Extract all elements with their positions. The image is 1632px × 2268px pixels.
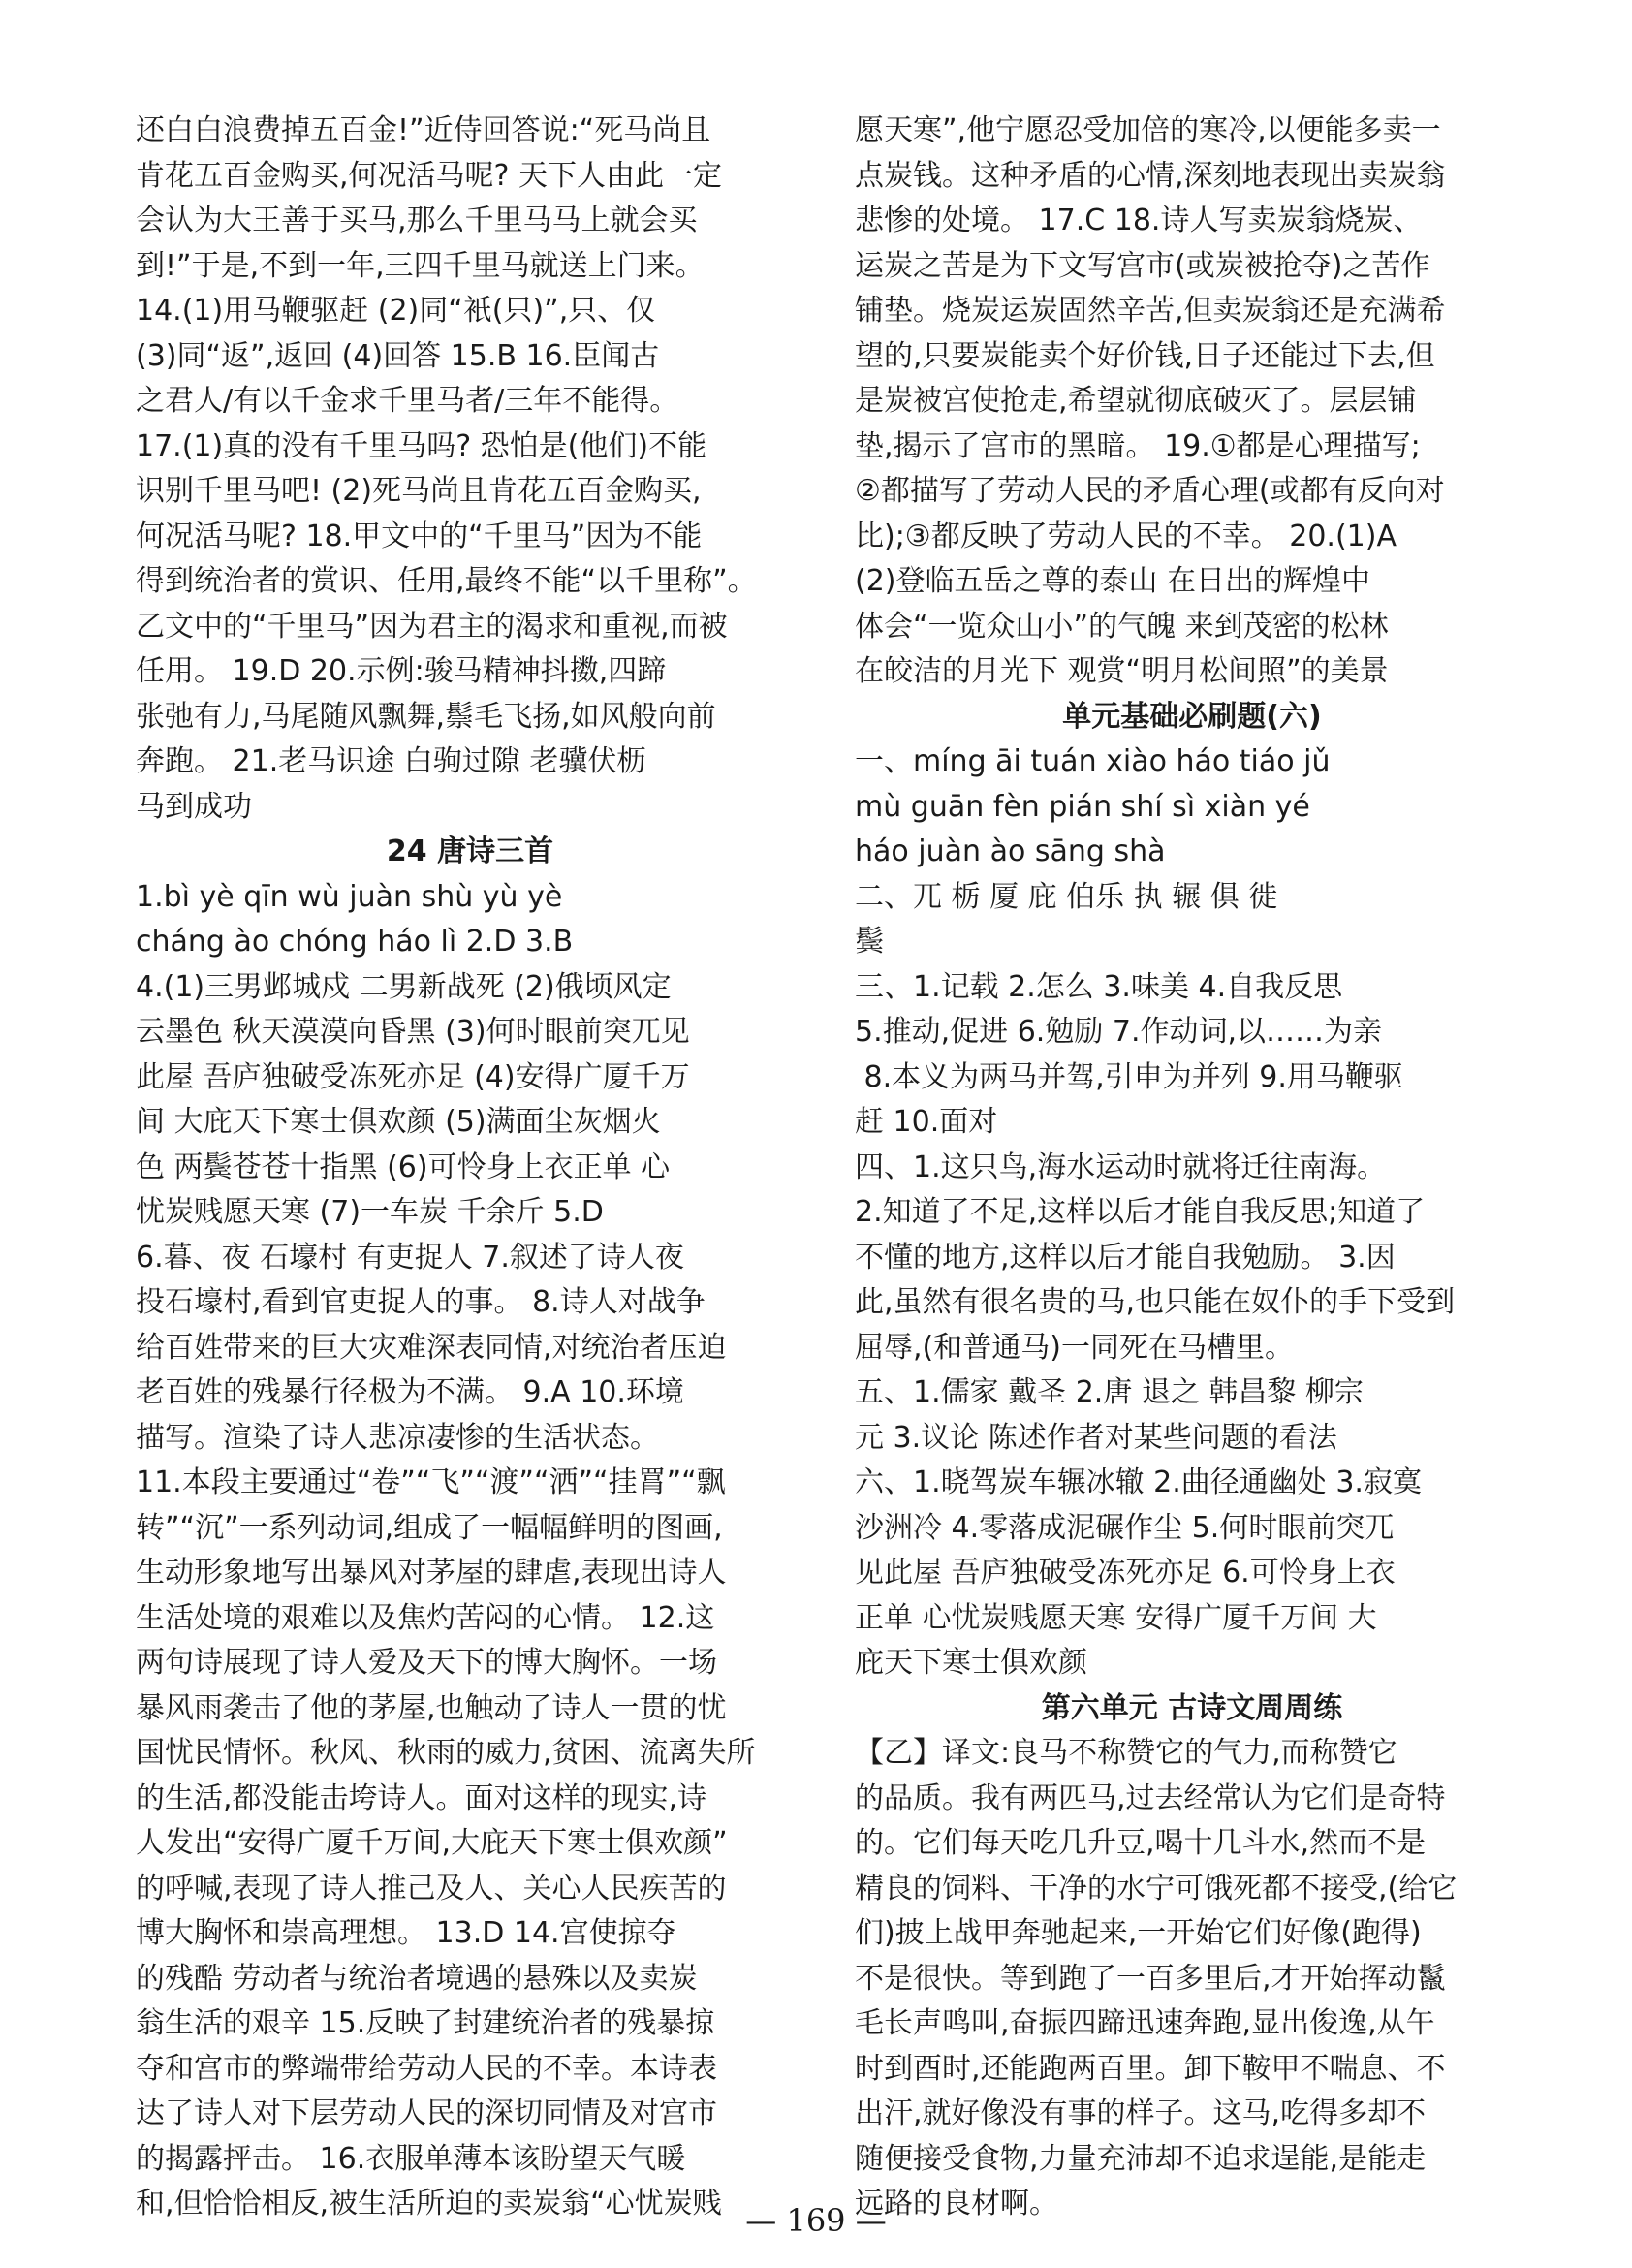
text-line: 元 3.议论 陈述作者对某些问题的看法 (855, 1420, 1337, 1455)
text-line: 暴风雨袭击了他的茅屋,也触动了诗人一贯的忧 (136, 1690, 727, 1725)
text-line: 的呼喊,表现了诗人推己及人、关心人民疾苦的 (136, 1871, 727, 1906)
text-line: 三、1.记载 2.怎么 3.味美 4.自我反思 (855, 969, 1343, 1004)
text-line: 出汗,就好像没有事的样子。这马,吃得多却不 (855, 2096, 1427, 2130)
text-line: 国忧民情怀。秋风、秋雨的威力,贫困、流离失所 (136, 1736, 756, 1770)
text-line: 17.(1)真的没有千里马吗? 恐怕是(他们)不能 (136, 428, 707, 463)
text-line: 6.暮、夜 石壕村 有吏捉人 7.叙述了诗人夜 (136, 1240, 684, 1275)
text-line: 色 两鬓苍苍十指黑 (6)可怜身上衣正单 心 (136, 1150, 671, 1184)
text-line: 任用。 19.D 20.示例:骏马精神抖擞,四蹄 (136, 654, 667, 688)
text-line: 庇天下寒士俱欢颜 (855, 1646, 1087, 1680)
text-line: 8.本义为两马并驾,引申为并列 9.用马鞭驱 (855, 1059, 1403, 1094)
text-line: 2.知道了不足,这样以后才能自我反思;知道了 (855, 1195, 1426, 1229)
text-line: 和,但恰恰相反,被生活所迫的卖炭翁“心忧炭贱 (136, 2187, 722, 2221)
text-line: 达了诗人对下层劳动人民的深切同情及对宫市 (136, 2096, 717, 2130)
text-line: (2)登临五岳之尊的泰山 在日出的辉煌中 (855, 564, 1371, 598)
right-column (855, 109, 1529, 2227)
text-line: 夺和宫市的弊端带给劳动人民的不幸。本诗表 (136, 2051, 717, 2086)
text-line: 垫,揭示了宫市的黑暗。 19.①都是心理描写; (855, 428, 1421, 463)
text-line: ②都描写了劳动人民的矛盾心理(或都有反向对 (855, 474, 1445, 508)
text-line: 生活处境的艰难以及焦灼苦闷的心情。 12.这 (136, 1600, 715, 1635)
text-line: 的残酷 劳动者与统治者境遇的悬殊以及卖炭 (136, 1961, 698, 1996)
text-line: 在皎洁的月光下 观赏“明月松间照”的美景 (855, 654, 1389, 688)
text-line: 之君人/有以千金求千里马者/三年不能得。 (136, 384, 679, 418)
text-line: 的揭露抨击。 16.衣服单薄本该盼望天气暖 (136, 2141, 686, 2176)
text-line: 会认为大王善于买马,那么千里马马上就会买 (136, 204, 698, 237)
text-line: 何况活马呢? 18.甲文中的“千里马”因为不能 (136, 519, 703, 553)
text-line: 14.(1)用马鞭驱赶 (2)同“衹(只)”,只、仅 (136, 294, 656, 328)
text-line: 到!”于是,不到一年,三四千里马就送上门来。 (136, 248, 705, 283)
text-line: 1.bì yè qīn wù juàn shù yù yè (136, 879, 563, 914)
text-line: 的生活,都没能击垮诗人。面对这样的现实,诗 (136, 1780, 707, 1815)
text-line: 赶 10.面对 (855, 1105, 998, 1139)
text-line: 远路的良材啊。 (855, 2187, 1058, 2221)
text-line: 此屋 吾庐独破受冻死亦足 (4)安得广厦千万 (136, 1059, 690, 1094)
text-line: 是炭被宫使抢走,希望就彻底破灭了。层层铺 (855, 384, 1417, 418)
text-line: 精良的饲料、干净的水宁可饿死都不接受,(给它 (855, 1871, 1458, 1906)
text-line: 悲惨的处境。 17.C 18.诗人写卖炭翁烧炭、 (855, 204, 1423, 237)
text-line: 生动形象地写出暴风对茅屋的肆虐,表现出诗人 (136, 1556, 727, 1590)
text-line: 愿天寒”,他宁愿忍受加倍的寒冷,以便能多卖一 (855, 113, 1441, 147)
text-line: 的品质。我有两匹马,过去经常认为它们是奇特 (855, 1780, 1446, 1815)
text-line: 不是很快。等到跑了一百多里后,才开始挥动鬣 (855, 1961, 1446, 1996)
section-title: 第六单元 古诗文周周练 (1041, 1690, 1343, 1725)
page-number: — 169 — (745, 2202, 887, 2239)
text-line: 给百姓带来的巨大灾难深表同情,对统治者压迫 (136, 1330, 727, 1365)
text-line: 五、1.儒家 戴圣 2.唐 退之 韩昌黎 柳宗 (855, 1375, 1364, 1409)
text-line: 马到成功 (136, 789, 252, 824)
section-title: 24 唐诗三首 (386, 835, 554, 868)
text-line: 的。它们每天吃几升豆,喝十几斗水,然而不是 (855, 1826, 1427, 1860)
text-line: 5.推动,促进 6.勉励 7.作动词,以……为亲 (855, 1015, 1383, 1049)
text-line: cháng ào chóng háo lì 2.D 3.B (136, 925, 574, 959)
text-line: 见此屋 吾庐独破受冻死亦足 6.可怜身上衣 (855, 1556, 1396, 1590)
text-line: 肯花五百金购买,何况活马呢? 天下人由此一定 (136, 158, 722, 193)
text-line: 此,虽然有很名贵的马,也只能在奴仆的手下受到 (855, 1285, 1456, 1319)
text-line: 二、兀 栃 厦 庇 伯乐 执 辗 俱 徙 (855, 879, 1278, 914)
text-line: 不懂的地方,这样以后才能自我勉励。 3.因 (855, 1240, 1396, 1275)
left-column (136, 109, 804, 2227)
section-title: 单元基础必刷题(六) (1062, 699, 1322, 734)
text-line: 鬓 (855, 925, 884, 959)
text-line: 比);③都反映了劳动人民的不幸。 20.(1)A (855, 519, 1397, 553)
text-line: 屈辱,(和普通马)一同死在马槽里。 (855, 1330, 1294, 1365)
text-line: 描写。渲染了诗人悲凉凄惨的生活状态。 (136, 1420, 659, 1455)
text-line: 【乙】译文:良马不称赞它的气力,而称赞它 (855, 1736, 1397, 1770)
text-line: 老百姓的残暴行径极为不满。 9.A 10.环境 (136, 1375, 684, 1409)
text-line: 四、1.这只鸟,海水运动时就将迁往南海。 (855, 1150, 1387, 1184)
text-line: 望的,只要炭能卖个好价钱,日子还能过下去,但 (855, 338, 1435, 373)
text-line: 运炭之苦是为下文写宫市(或炭被抢夺)之苦作 (855, 248, 1430, 283)
text-line: 一、míng āi tuán xiào háo tiáo jǔ (855, 744, 1331, 778)
text-line: 铺垫。烧炭运炭固然辛苦,但卖炭翁还是充满希 (855, 294, 1446, 328)
text-line: 投石壕村,看到官吏捉人的事。 8.诗人对战争 (136, 1285, 706, 1319)
text-line: 识别千里马吧! (2)死马尚且肯花五百金购买, (136, 474, 702, 508)
text-line: 博大胸怀和崇高理想。 13.D 14.宫使掠夺 (136, 1916, 676, 1950)
text-line: 们)披上战甲奔驰起来,一开始它们好像(跑得) (855, 1916, 1422, 1950)
text-line: 转”“沉”一系列动词,组成了一幅幅鲜明的图画, (136, 1510, 723, 1545)
text-line: mù guān fèn pián shí sì xiàn yé (855, 789, 1310, 824)
text-line: 11.本段主要通过“卷”“飞”“渡”“洒”“挂罥”“飘 (136, 1465, 726, 1499)
text-line: 张弛有力,马尾随风飘舞,鬃毛飞扬,如风般向前 (136, 699, 716, 734)
text-line: háo juàn ào sāng shà (855, 835, 1166, 868)
text-line: 4.(1)三男邺城戍 二男新战死 (2)俄顷风定 (136, 969, 672, 1004)
text-line: 间 大庇天下寒士俱欢颜 (5)满面尘灰烟火 (136, 1105, 661, 1139)
text-line: 人发出“安得广厦千万间,大庇天下寒士俱欢颜” (136, 1826, 728, 1860)
text-line: 六、1.晓驾炭车辗冰辙 2.曲径通幽处 3.寂寞 (855, 1465, 1422, 1499)
text-line: 乙文中的“千里马”因为君主的渴求和重视,而被 (136, 609, 728, 644)
text-line: 正单 心忧炭贱愿天寒 安得广厦千万间 大 (855, 1600, 1377, 1635)
text-line: 云墨色 秋天漠漠向昏黑 (3)何时眼前突兀见 (136, 1015, 690, 1049)
text-line: 翁生活的艰辛 15.反映了封建统治者的残暴掠 (136, 2006, 715, 2040)
text-line: 沙洲冷 4.零落成泥碾作尘 5.何时眼前突兀 (855, 1510, 1395, 1545)
text-line: 还白白浪费掉五百金!”近侍回答说:“死马尚且 (136, 113, 711, 147)
text-line: 体会“一览众山小”的气魄 来到茂密的松林 (855, 609, 1389, 644)
text-line: 毛长声鸣叫,奋振四蹄迅速奔跑,显出俊逸,从午 (855, 2006, 1435, 2040)
text-line: 随便接受食物,力量充沛却不追求逞能,是能走 (855, 2141, 1427, 2176)
text-line: 两句诗展现了诗人爱及天下的博大胸怀。一场 (136, 1646, 717, 1680)
text-line: 时到酉时,还能跑两百里。卸下鞍甲不喘息、不 (855, 2051, 1446, 2086)
text-line: (3)同“返”,返回 (4)回答 15.B 16.臣闻古 (136, 338, 660, 373)
text-line: 得到统治者的赏识、任用,最终不能“以千里称”。 (136, 564, 757, 598)
text-line: 忧炭贱愿天寒 (7)一车炭 千余斤 5.D (136, 1195, 604, 1229)
text-line: 点炭钱。这种矛盾的心情,深刻地表现出卖炭翁 (855, 158, 1446, 193)
text-line: 奔跑。 21.老马识途 白驹过隙 老骥伏枥 (136, 744, 646, 778)
